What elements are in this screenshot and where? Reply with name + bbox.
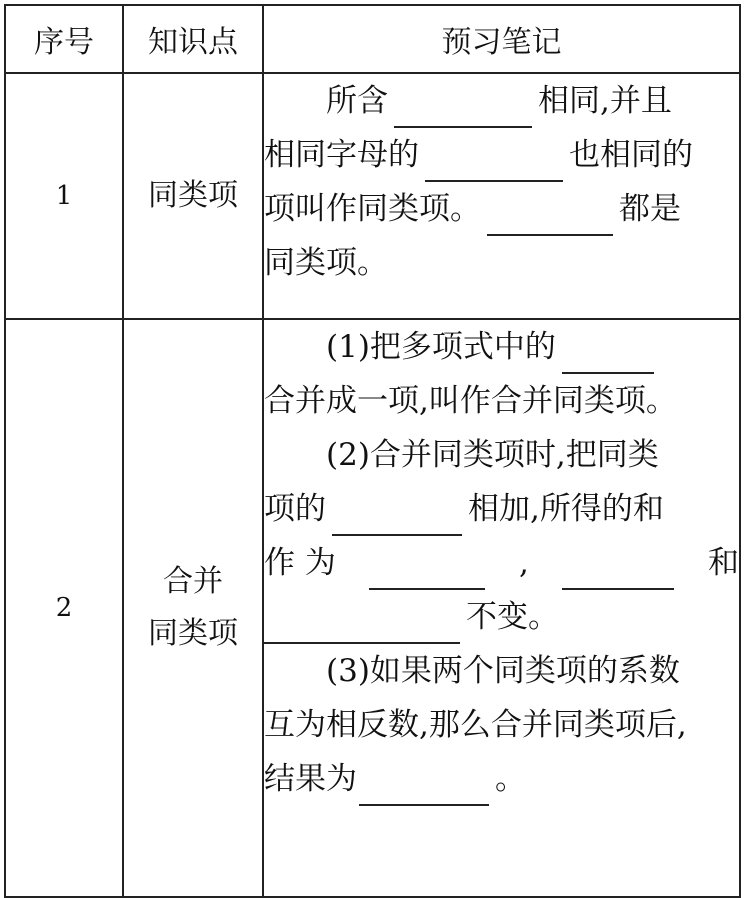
note-line: [264, 698, 739, 752]
note-text: 项的: [264, 491, 326, 527]
row-number: 1: [5, 73, 123, 319]
note-cell: [263, 73, 740, 319]
note-line: [264, 320, 739, 374]
note-line: [264, 182, 739, 236]
note-text: 和: [707, 545, 739, 581]
note-text: 合并成一项,叫作合并同类项。: [264, 383, 677, 419]
header-notes: 预习笔记: [263, 5, 740, 73]
preview-notes-table: [4, 4, 741, 898]
table-row: [5, 73, 740, 319]
header-knowledge-point: 知识点: [123, 5, 263, 73]
note-text: 结果为: [264, 761, 357, 797]
note-line: [264, 374, 739, 428]
note-text: 作 为: [264, 545, 336, 581]
header-row: [5, 5, 740, 73]
fill-blank[interactable]: [425, 144, 563, 182]
row-number: 2: [5, 319, 123, 897]
note-text: 。: [495, 761, 526, 797]
note-text: ,: [518, 545, 529, 581]
knowledge-point: 同类项: [123, 73, 263, 319]
knowledge-point: [123, 319, 263, 897]
fill-blank[interactable]: [562, 552, 674, 590]
note-text: (1)把多项式中的: [326, 329, 556, 365]
fill-blank[interactable]: [332, 498, 462, 536]
note-cell: [263, 319, 740, 897]
note-text: 项叫作同类项。: [264, 191, 481, 227]
fill-blank[interactable]: [359, 768, 489, 806]
note-line: [264, 74, 739, 128]
note-text: (3)如果两个同类项的系数: [326, 653, 680, 689]
note-text: 所含: [326, 83, 388, 119]
note-line: [264, 536, 739, 590]
note-line: [264, 590, 739, 644]
fill-blank[interactable]: [264, 606, 460, 644]
note-text: 同类项。: [264, 245, 388, 281]
fill-blank[interactable]: [369, 552, 485, 590]
note-line: [264, 428, 739, 482]
fill-blank[interactable]: [394, 90, 532, 128]
note-line: [264, 644, 739, 698]
note-line: [264, 236, 739, 290]
note-text: 也相同的: [569, 137, 693, 173]
note-line: [264, 482, 739, 536]
fill-blank[interactable]: [562, 336, 654, 374]
note-text: 相同,并且: [538, 83, 672, 119]
header-number: 序号: [5, 5, 123, 73]
note-text: 相同字母的: [264, 137, 419, 173]
note-text: 都是: [619, 191, 681, 227]
note-line: [264, 752, 739, 806]
table-row: [5, 319, 740, 897]
note-text: 相加,所得的和: [468, 491, 664, 527]
note-line: [264, 128, 739, 182]
note-text: 互为相反数,那么合并同类项后,: [264, 707, 687, 743]
note-text: (2)合并同类项时,把同类: [326, 437, 659, 473]
note-text: 不变。: [466, 599, 559, 635]
knowledge-point-line: 同类项: [148, 616, 238, 651]
knowledge-point-line: 合并: [163, 564, 223, 599]
fill-blank[interactable]: [487, 198, 613, 236]
